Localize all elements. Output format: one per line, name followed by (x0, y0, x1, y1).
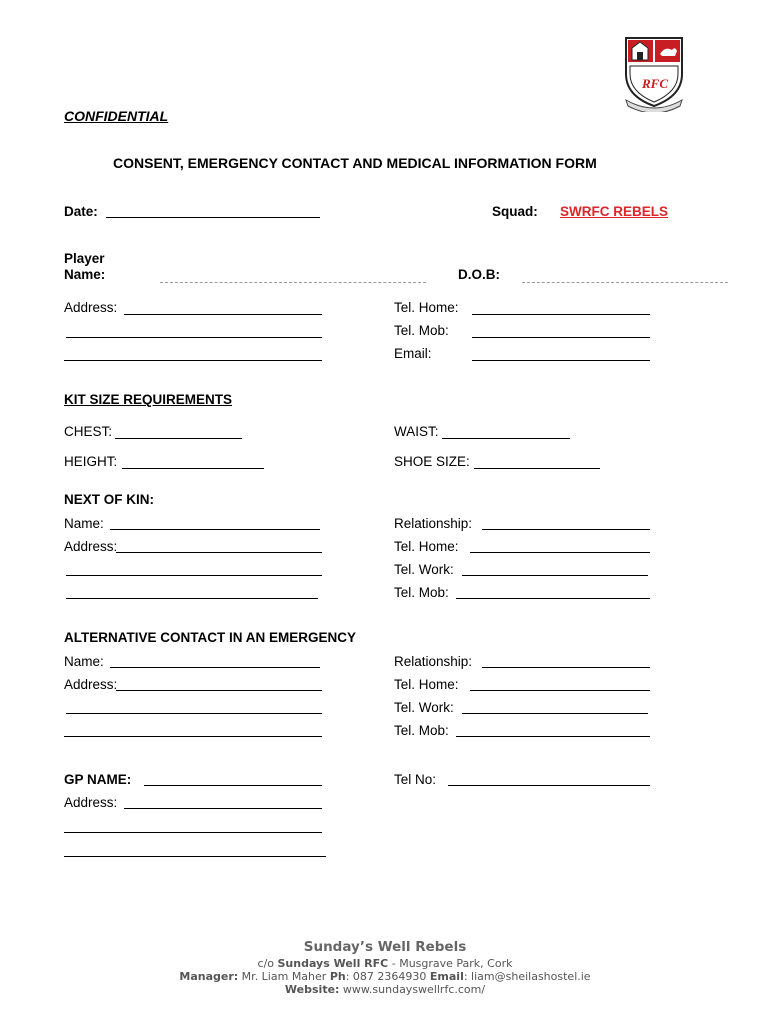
alt-relationship-field[interactable] (482, 667, 650, 668)
player-label-line2: Name: (64, 267, 106, 282)
chest-label: CHEST: (64, 424, 113, 439)
squad-label: Squad: (492, 204, 538, 219)
height-field[interactable] (122, 468, 264, 469)
footer-website-label: Website: (284, 983, 340, 996)
player-address-field-1[interactable] (124, 314, 322, 315)
player-label-line1: Player (64, 251, 105, 266)
confidential-label: CONFIDENTIAL (64, 108, 169, 124)
alt-tel-home-label: Tel. Home: (394, 677, 459, 692)
gp-tel-label: Tel No: (394, 772, 437, 787)
club-crest-logo (620, 34, 688, 112)
nok-address-field-2[interactable] (66, 575, 322, 576)
footer-club-name: Sunday’s Well Rebels (303, 939, 467, 955)
player-tel-mob-label: Tel. Mob: (394, 323, 449, 338)
dob-field[interactable] (522, 282, 728, 283)
nok-name-label: Name: (64, 516, 104, 531)
player-email-label: Email: (394, 346, 432, 361)
player-address-field-3[interactable] (64, 360, 322, 361)
nok-tel-mob-label: Tel. Mob: (394, 585, 449, 600)
form-title: CONSENT, EMERGENCY CONTACT AND MEDICAL INFORMATION FORM (113, 155, 597, 171)
footer-address-rest: - Musgrave Park, Cork (388, 957, 513, 970)
gp-address-field-1[interactable] (124, 808, 322, 809)
alt-tel-work-field[interactable] (462, 713, 648, 714)
gp-address-field-3[interactable] (64, 856, 326, 857)
alt-tel-work-label: Tel. Work: (394, 700, 454, 715)
footer-ph-label: Ph (329, 970, 346, 983)
alt-address-field-3[interactable] (64, 736, 322, 737)
nok-tel-work-label: Tel. Work: (394, 562, 454, 577)
height-label: HEIGHT: (64, 454, 118, 469)
nok-relationship-field[interactable] (482, 529, 650, 530)
player-email-field[interactable] (472, 360, 650, 361)
alt-address-label: Address: (64, 677, 118, 692)
crest-lettering: RFC (642, 76, 669, 91)
footer-ph-value: : 087 2364930 (345, 970, 430, 983)
alt-name-label: Name: (64, 654, 104, 669)
alt-tel-mob-label: Tel. Mob: (394, 723, 449, 738)
gp-name-field[interactable] (144, 785, 322, 786)
footer-manager-label: Manager: (179, 970, 239, 983)
player-tel-home-label: Tel. Home: (394, 300, 459, 315)
footer-address-club: Sundays Well RFC (277, 957, 389, 970)
player-tel-mob-field[interactable] (472, 337, 650, 338)
alt-tel-mob-field[interactable] (456, 736, 650, 737)
player-name-field[interactable] (160, 282, 426, 283)
footer-email-value[interactable]: : liam@sheilashostel.ie (463, 970, 591, 983)
alt-contact-heading: ALTERNATIVE CONTACT IN AN EMERGENCY (64, 630, 356, 645)
footer-address-line (0, 957, 770, 970)
date-label: Date: (64, 204, 98, 219)
nok-tel-home-field[interactable] (470, 552, 650, 553)
kit-size-heading: KIT SIZE REQUIREMENTS (64, 392, 233, 407)
alt-tel-home-field[interactable] (470, 690, 650, 691)
footer-website-line (0, 983, 770, 996)
shoe-size-field[interactable] (474, 468, 600, 469)
gp-address-field-2[interactable] (64, 832, 322, 833)
player-tel-home-field[interactable] (472, 314, 650, 315)
nok-address-label: Address: (64, 539, 118, 554)
shoe-size-label: SHOE SIZE: (394, 454, 470, 469)
alt-relationship-label: Relationship: (394, 654, 473, 669)
player-address-field-2[interactable] (66, 337, 322, 338)
gp-address-label: Address: (64, 795, 118, 810)
nok-tel-mob-field[interactable] (456, 598, 650, 599)
nok-address-field-3[interactable] (66, 598, 318, 599)
nok-tel-work-field[interactable] (462, 575, 648, 576)
footer-address-prefix: c/o (257, 957, 278, 970)
footer-manager-value: Mr. Liam Maher (238, 970, 330, 983)
next-of-kin-heading: NEXT OF KIN: (64, 492, 154, 507)
nok-relationship-label: Relationship: (394, 516, 473, 531)
date-field[interactable] (106, 217, 320, 218)
nok-name-field[interactable] (110, 529, 320, 530)
nok-address-field-1[interactable] (116, 552, 322, 553)
alt-address-field-1[interactable] (116, 690, 322, 691)
waist-field[interactable] (442, 438, 570, 439)
footer-manager-line (0, 970, 770, 983)
alt-name-field[interactable] (110, 667, 320, 668)
dob-label: D.O.B: (458, 267, 500, 282)
waist-label: WAIST: (394, 424, 439, 439)
player-address-label: Address: (64, 300, 118, 315)
footer-email-label: Email (429, 970, 464, 983)
alt-address-field-2[interactable] (66, 713, 322, 714)
squad-value: SWRFC REBELS (560, 204, 668, 219)
gp-tel-field[interactable] (448, 785, 650, 786)
gp-name-label: GP NAME: (64, 772, 132, 787)
chest-field[interactable] (115, 438, 242, 439)
nok-tel-home-label: Tel. Home: (394, 539, 459, 554)
footer-website-link[interactable]: www.sundayswellrfc.com/ (339, 983, 486, 996)
